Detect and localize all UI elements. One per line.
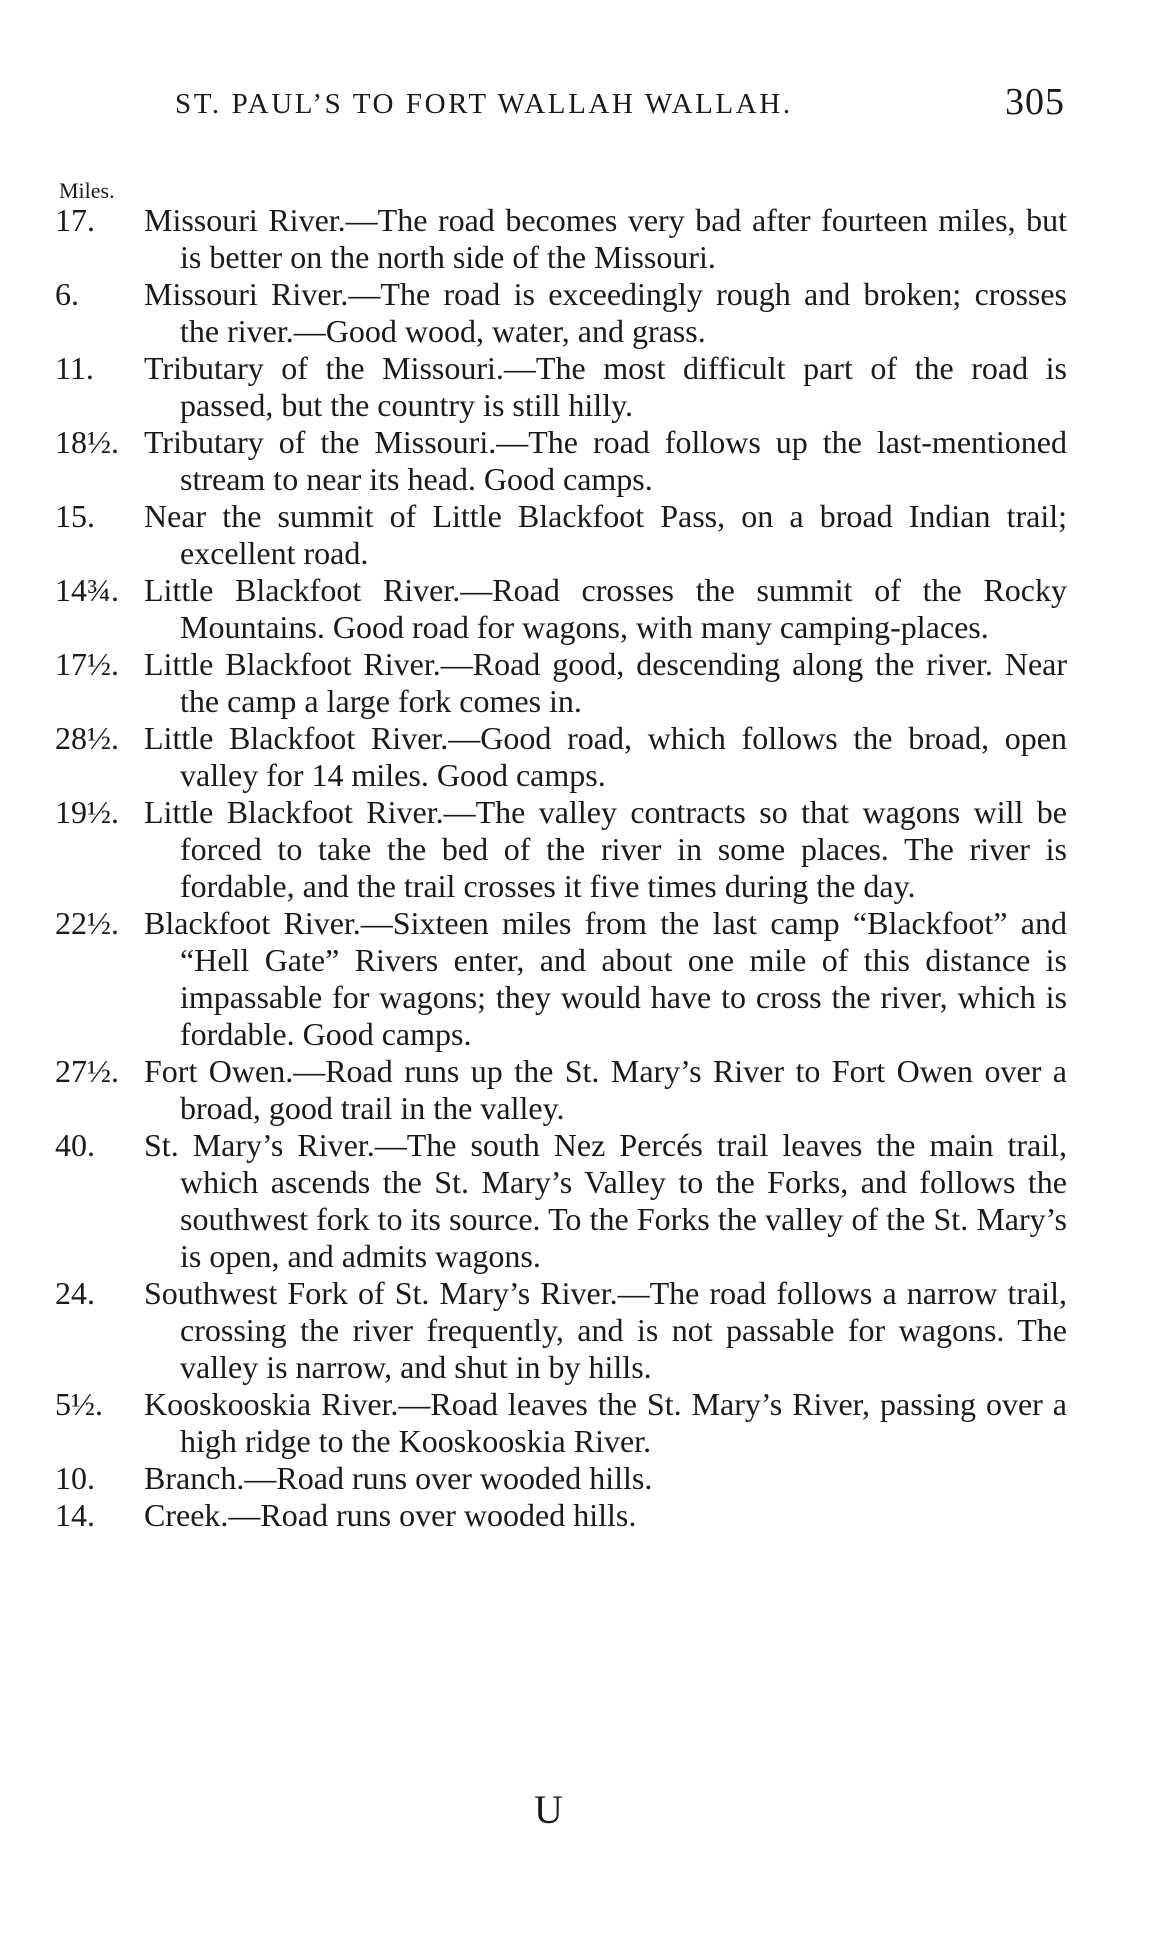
- mileage: 19½.: [55, 794, 119, 830]
- mileage: 11.: [55, 350, 94, 386]
- entry-text: Near the summit of Little Blackfoot Pass, on a broad Indian trail; excellent road.: [144, 498, 1067, 571]
- itinerary-entry: [55, 1053, 1067, 1127]
- entry-text: Missouri River.—The road is exceedingly rough and broken; crosses the river.—Good wood, water, and grass.: [144, 276, 1067, 349]
- itinerary-entry: [55, 498, 1067, 572]
- entry-text: St. Mary’s River.—The south Nez Percés trail leaves the main trail, which ascends the St. Mary’s Valley to the Forks, and follows the southwest fork to its source. To the Forks the valley of the St. Mary’s is open, and admits wagons.: [144, 1127, 1067, 1274]
- entry-text: Southwest Fork of St. Mary’s River.—The road follows a narrow trail, crossing the river frequently, and is not passable for wagons. The valley is narrow, and shut in by hills.: [144, 1275, 1067, 1385]
- mileage: 14.: [55, 1497, 95, 1533]
- mileage: 14¾.: [55, 572, 119, 608]
- mileage: 17½.: [55, 646, 119, 682]
- mileage: 18½.: [55, 424, 119, 460]
- itinerary-list: [55, 202, 1067, 1534]
- running-head: [175, 80, 1065, 132]
- itinerary-entry: [55, 794, 1067, 905]
- entry-text: Kooskooskia River.—Road leaves the St. Mary’s River, passing over a high ridge to the Kooskooskia River.: [144, 1386, 1067, 1459]
- entry-text: Tributary of the Missouri.—The road follows up the last-mentioned stream to near its head. Good camps.: [144, 424, 1067, 497]
- itinerary-entry: [55, 1275, 1067, 1386]
- itinerary-entry: [55, 1497, 1067, 1534]
- entry-text: Branch.—Road runs over wooded hills.: [144, 1460, 653, 1496]
- itinerary-entry: [55, 646, 1067, 720]
- itinerary-entry: [55, 572, 1067, 646]
- itinerary-entry: [55, 905, 1067, 1053]
- mileage: 15.: [55, 498, 95, 534]
- itinerary-entry: [55, 350, 1067, 424]
- itinerary-entry: [55, 720, 1067, 794]
- itinerary-entry: [55, 1386, 1067, 1460]
- page-number: 305: [1005, 81, 1065, 123]
- miles-column-label: Miles.: [59, 178, 115, 203]
- entry-text: Little Blackfoot River.—The valley contracts so that wagons will be forced to take the bed of the river in some places. The river is fordable, and the trail crosses it five times during the day.: [144, 794, 1067, 904]
- mileage: 5½.: [55, 1386, 103, 1422]
- signature-mark: U: [534, 1787, 564, 1832]
- mileage: 6.: [55, 276, 79, 312]
- entry-text: Missouri River.—The road becomes very bad after fourteen miles, but is better on the north side of the Missouri.: [144, 202, 1067, 275]
- mileage: 24.: [55, 1275, 95, 1311]
- mileage: 27½.: [55, 1053, 119, 1089]
- entry-text: Blackfoot River.—Sixteen miles from the last camp “Blackfoot” and “Hell Gate” Rivers enter, and about one mile of this distance is impassable for wagons; they would have to cross the river, which is fordable. Good camps.: [144, 905, 1067, 1052]
- mileage: 40.: [55, 1127, 95, 1163]
- entry-text: Creek.—Road runs over wooded hills.: [144, 1497, 637, 1533]
- itinerary-entry: [55, 202, 1067, 276]
- mileage: 28½.: [55, 720, 119, 756]
- entry-text: Little Blackfoot River.—Road crosses the summit of the Rocky Mountains. Good road for wagons, with many camping-places.: [144, 572, 1067, 645]
- itinerary-entry: [55, 276, 1067, 350]
- running-title: ST. PAUL’S TO FORT WALLAH WALLAH.: [175, 88, 793, 120]
- entry-text: Fort Owen.—Road runs up the St. Mary’s River to Fort Owen over a broad, good trail in the valley.: [144, 1053, 1067, 1126]
- itinerary-entry: [55, 1460, 1067, 1497]
- itinerary-entry: [55, 1127, 1067, 1275]
- itinerary-entry: [55, 424, 1067, 498]
- entry-text: Little Blackfoot River.—Road good, descending along the river. Near the camp a large fork comes in.: [144, 646, 1067, 719]
- mileage: 17.: [55, 202, 95, 238]
- mileage: 10.: [55, 1460, 95, 1496]
- entry-text: Tributary of the Missouri.—The most difficult part of the road is passed, but the country is still hilly.: [144, 350, 1067, 423]
- mileage: 22½.: [55, 905, 119, 941]
- entry-text: Little Blackfoot River.—Good road, which follows the broad, open valley for 14 miles. Good camps.: [144, 720, 1067, 793]
